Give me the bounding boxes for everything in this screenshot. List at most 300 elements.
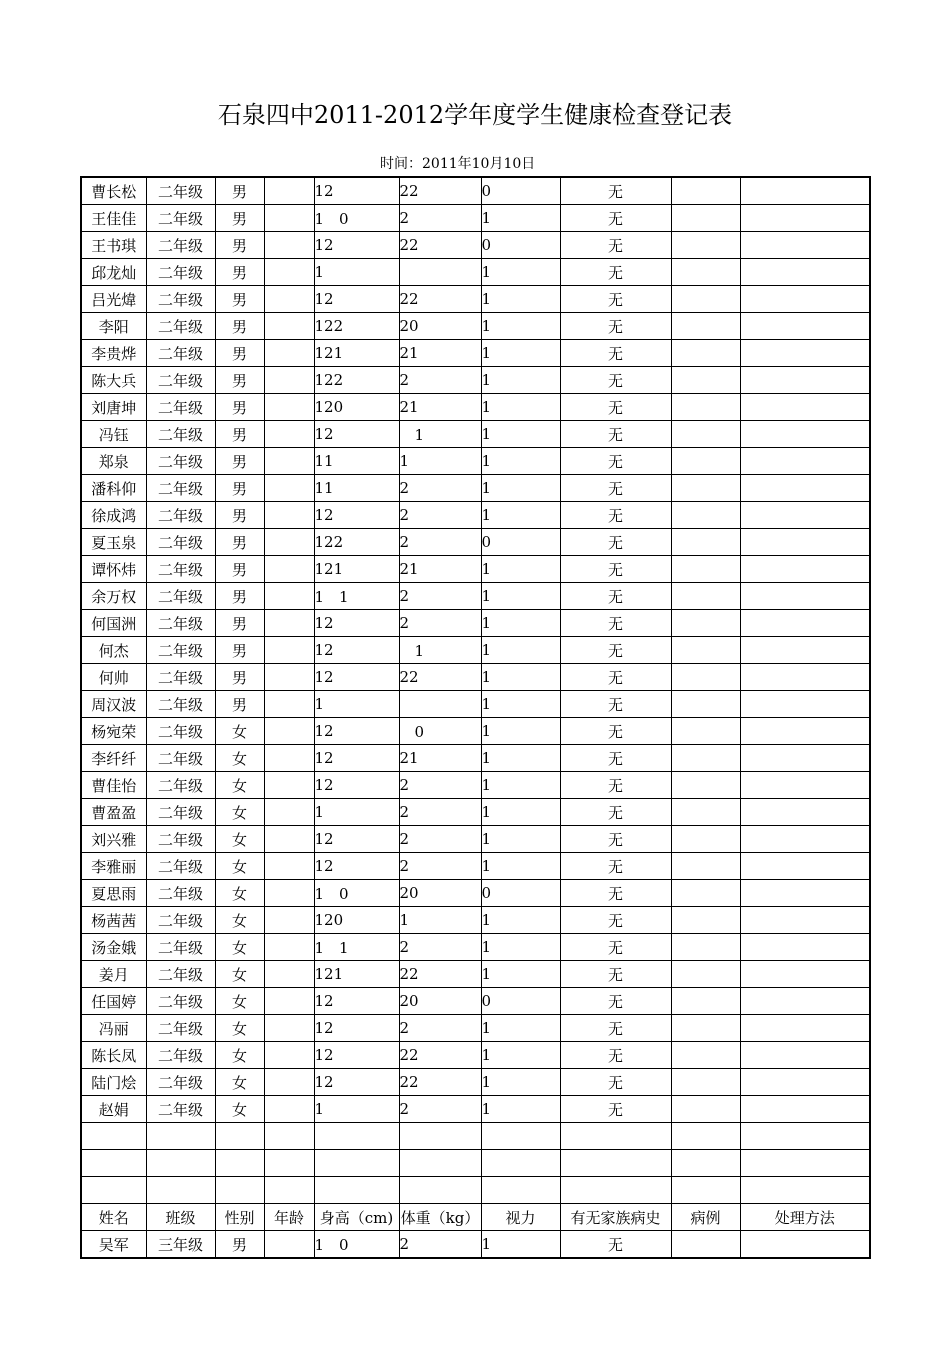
family-history-cell: 无 bbox=[560, 1231, 671, 1259]
sex-cell: 女 bbox=[215, 988, 264, 1015]
age-cell bbox=[264, 1069, 314, 1096]
table-row bbox=[81, 826, 870, 853]
grade-cell: 二年级 bbox=[146, 313, 215, 340]
height-cell: 122 bbox=[314, 529, 399, 556]
weight-cell bbox=[399, 259, 481, 286]
sex-cell bbox=[215, 1123, 264, 1150]
student-name: 徐成鸿 bbox=[81, 502, 146, 529]
grade-cell: 二年级 bbox=[146, 340, 215, 367]
student-name: 刘唐坤 bbox=[81, 394, 146, 421]
table-row bbox=[81, 583, 870, 610]
age-cell bbox=[264, 1231, 314, 1259]
treatment-cell bbox=[740, 718, 870, 745]
height-cell: 121 bbox=[314, 340, 399, 367]
student-name: 郑泉 bbox=[81, 448, 146, 475]
family-history-cell: 无 bbox=[560, 1096, 671, 1123]
grade-cell: 二年级 bbox=[146, 961, 215, 988]
table-row bbox=[81, 529, 870, 556]
family-history-cell: 无 bbox=[560, 448, 671, 475]
sex-cell: 男 bbox=[215, 637, 264, 664]
grade-cell bbox=[146, 1123, 215, 1150]
weight-cell: 22 bbox=[399, 1069, 481, 1096]
height-cell bbox=[314, 1150, 399, 1177]
cases-cell bbox=[671, 718, 740, 745]
header-sex: 性别 bbox=[215, 1204, 264, 1231]
student-name: 李贵烨 bbox=[81, 340, 146, 367]
cases-cell bbox=[671, 637, 740, 664]
grade-cell: 二年级 bbox=[146, 718, 215, 745]
student-name: 曹长松 bbox=[81, 177, 146, 205]
family-history-cell: 无 bbox=[560, 853, 671, 880]
table-row bbox=[81, 421, 870, 448]
sex-cell: 男 bbox=[215, 313, 264, 340]
treatment-cell bbox=[740, 610, 870, 637]
age-cell bbox=[264, 1123, 314, 1150]
table-row bbox=[81, 745, 870, 772]
grade-cell: 二年级 bbox=[146, 502, 215, 529]
age-cell bbox=[264, 1096, 314, 1123]
student-name: 刘兴雅 bbox=[81, 826, 146, 853]
treatment-cell bbox=[740, 907, 870, 934]
vision-cell: 1 bbox=[481, 691, 560, 718]
age-cell bbox=[264, 313, 314, 340]
sex-cell: 男 bbox=[215, 394, 264, 421]
vision-cell: 1 bbox=[481, 583, 560, 610]
family-history-cell: 无 bbox=[560, 745, 671, 772]
height-cell: 1 bbox=[314, 259, 399, 286]
cases-cell bbox=[671, 583, 740, 610]
age-cell bbox=[264, 259, 314, 286]
vision-cell bbox=[481, 1150, 560, 1177]
weight-cell bbox=[399, 1177, 481, 1204]
weight-cell bbox=[399, 1123, 481, 1150]
cases-cell bbox=[671, 1123, 740, 1150]
student-name bbox=[81, 1177, 146, 1204]
age-cell bbox=[264, 529, 314, 556]
cases-cell bbox=[671, 961, 740, 988]
height-cell bbox=[314, 1123, 399, 1150]
treatment-cell bbox=[740, 853, 870, 880]
sex-cell bbox=[215, 1150, 264, 1177]
table-row bbox=[81, 286, 870, 313]
header-grade: 班级 bbox=[146, 1204, 215, 1231]
treatment-cell bbox=[740, 421, 870, 448]
table-row bbox=[81, 1096, 870, 1123]
sex-cell: 女 bbox=[215, 1069, 264, 1096]
register-body bbox=[81, 177, 870, 1258]
height-cell: 122 bbox=[314, 313, 399, 340]
vision-cell bbox=[481, 1123, 560, 1150]
grade-cell: 二年级 bbox=[146, 205, 215, 232]
sex-cell: 女 bbox=[215, 826, 264, 853]
age-cell bbox=[264, 745, 314, 772]
cases-cell bbox=[671, 556, 740, 583]
cases-cell bbox=[671, 1150, 740, 1177]
age-cell bbox=[264, 448, 314, 475]
table-row bbox=[81, 205, 870, 232]
age-cell bbox=[264, 475, 314, 502]
treatment-cell bbox=[740, 880, 870, 907]
family-history-cell: 无 bbox=[560, 1042, 671, 1069]
cases-cell bbox=[671, 1069, 740, 1096]
cases-cell bbox=[671, 313, 740, 340]
student-name: 汤金娥 bbox=[81, 934, 146, 961]
weight-cell bbox=[399, 1150, 481, 1177]
header-height: 身高（cm) bbox=[314, 1204, 399, 1231]
grade-cell: 二年级 bbox=[146, 664, 215, 691]
table-row bbox=[81, 1042, 870, 1069]
vision-cell: 0 bbox=[481, 232, 560, 259]
cases-cell bbox=[671, 475, 740, 502]
family-history-cell: 无 bbox=[560, 772, 671, 799]
treatment-cell bbox=[740, 1015, 870, 1042]
grade-cell: 二年级 bbox=[146, 691, 215, 718]
height-cell: 1 1 bbox=[314, 583, 399, 610]
grade-cell bbox=[146, 1177, 215, 1204]
family-history-cell: 无 bbox=[560, 664, 671, 691]
sex-cell: 女 bbox=[215, 799, 264, 826]
family-history-cell: 无 bbox=[560, 529, 671, 556]
grade-cell: 二年级 bbox=[146, 475, 215, 502]
cases-cell bbox=[671, 907, 740, 934]
treatment-cell bbox=[740, 448, 870, 475]
grade-cell: 二年级 bbox=[146, 745, 215, 772]
weight-cell: 20 bbox=[399, 313, 481, 340]
grade-cell: 二年级 bbox=[146, 259, 215, 286]
vision-cell: 1 bbox=[481, 421, 560, 448]
vision-cell: 1 bbox=[481, 745, 560, 772]
age-cell bbox=[264, 826, 314, 853]
sex-cell: 女 bbox=[215, 961, 264, 988]
sex-cell: 男 bbox=[215, 177, 264, 205]
height-cell: 12 bbox=[314, 718, 399, 745]
student-name: 杨宛荣 bbox=[81, 718, 146, 745]
table-row bbox=[81, 502, 870, 529]
student-name: 余万权 bbox=[81, 583, 146, 610]
student-name: 李雅丽 bbox=[81, 853, 146, 880]
weight-cell: 2 bbox=[399, 583, 481, 610]
vision-cell: 0 bbox=[481, 529, 560, 556]
student-name: 邱龙灿 bbox=[81, 259, 146, 286]
weight-cell: 1 bbox=[399, 421, 481, 448]
weight-cell: 2 bbox=[399, 205, 481, 232]
family-history-cell: 无 bbox=[560, 880, 671, 907]
age-cell bbox=[264, 556, 314, 583]
vision-cell: 1 bbox=[481, 826, 560, 853]
table-row bbox=[81, 988, 870, 1015]
vision-cell: 1 bbox=[481, 1231, 560, 1259]
vision-cell: 1 bbox=[481, 664, 560, 691]
treatment-cell bbox=[740, 1231, 870, 1259]
student-name: 王佳佳 bbox=[81, 205, 146, 232]
family-history-cell: 无 bbox=[560, 177, 671, 205]
age-cell bbox=[264, 340, 314, 367]
cases-cell bbox=[671, 934, 740, 961]
treatment-cell bbox=[740, 1042, 870, 1069]
student-name: 何杰 bbox=[81, 637, 146, 664]
grade-cell: 二年级 bbox=[146, 799, 215, 826]
age-cell bbox=[264, 205, 314, 232]
table-row bbox=[81, 313, 870, 340]
family-history-cell: 无 bbox=[560, 367, 671, 394]
age-cell bbox=[264, 637, 314, 664]
age-cell bbox=[264, 1150, 314, 1177]
student-name: 冯钰 bbox=[81, 421, 146, 448]
weight-cell: 2 bbox=[399, 934, 481, 961]
vision-cell: 1 bbox=[481, 394, 560, 421]
table-row bbox=[81, 664, 870, 691]
cases-cell bbox=[671, 691, 740, 718]
family-history-cell: 无 bbox=[560, 502, 671, 529]
table-row bbox=[81, 1015, 870, 1042]
vision-cell: 1 bbox=[481, 448, 560, 475]
grade-cell: 二年级 bbox=[146, 448, 215, 475]
treatment-cell bbox=[740, 637, 870, 664]
weight-cell: 2 bbox=[399, 826, 481, 853]
document-title: 石泉四中2011-2012学年度学生健康检查登记表 bbox=[217, 101, 733, 129]
grade-cell: 二年级 bbox=[146, 853, 215, 880]
weight-cell: 2 bbox=[399, 475, 481, 502]
sex-cell: 男 bbox=[215, 259, 264, 286]
sex-cell: 女 bbox=[215, 772, 264, 799]
weight-cell: 21 bbox=[399, 340, 481, 367]
family-history-cell: 无 bbox=[560, 907, 671, 934]
weight-cell bbox=[399, 691, 481, 718]
age-cell bbox=[264, 421, 314, 448]
weight-cell: 22 bbox=[399, 286, 481, 313]
weight-cell: 2 bbox=[399, 1231, 481, 1259]
vision-cell: 1 bbox=[481, 502, 560, 529]
sex-cell: 女 bbox=[215, 853, 264, 880]
treatment-cell bbox=[740, 556, 870, 583]
sex-cell: 男 bbox=[215, 583, 264, 610]
grade-cell: 二年级 bbox=[146, 1096, 215, 1123]
vision-cell: 0 bbox=[481, 988, 560, 1015]
table-row bbox=[81, 367, 870, 394]
treatment-cell bbox=[740, 502, 870, 529]
height-cell: 121 bbox=[314, 961, 399, 988]
family-history-cell: 无 bbox=[560, 394, 671, 421]
height-cell: 12 bbox=[314, 286, 399, 313]
weight-cell: 1 bbox=[399, 637, 481, 664]
height-cell: 12 bbox=[314, 853, 399, 880]
age-cell bbox=[264, 286, 314, 313]
cases-cell bbox=[671, 448, 740, 475]
vision-cell: 1 bbox=[481, 340, 560, 367]
health-register-table bbox=[80, 176, 871, 1259]
family-history-cell: 无 bbox=[560, 988, 671, 1015]
header-age: 年龄 bbox=[264, 1204, 314, 1231]
family-history-cell: 无 bbox=[560, 259, 671, 286]
cases-cell bbox=[671, 745, 740, 772]
table-row bbox=[81, 610, 870, 637]
grade-cell: 二年级 bbox=[146, 421, 215, 448]
weight-cell: 0 bbox=[399, 718, 481, 745]
sex-cell: 女 bbox=[215, 1015, 264, 1042]
vision-cell: 1 bbox=[481, 205, 560, 232]
cases-cell bbox=[671, 1042, 740, 1069]
treatment-cell bbox=[740, 1069, 870, 1096]
age-cell bbox=[264, 880, 314, 907]
student-name: 潘科仰 bbox=[81, 475, 146, 502]
cases-cell bbox=[671, 664, 740, 691]
family-history-cell bbox=[560, 1177, 671, 1204]
student-name: 何国洲 bbox=[81, 610, 146, 637]
age-cell bbox=[264, 1177, 314, 1204]
table-row bbox=[81, 880, 870, 907]
weight-cell: 21 bbox=[399, 556, 481, 583]
treatment-cell bbox=[740, 529, 870, 556]
family-history-cell: 无 bbox=[560, 799, 671, 826]
student-name: 冯丽 bbox=[81, 1015, 146, 1042]
treatment-cell bbox=[740, 367, 870, 394]
student-name: 李阳 bbox=[81, 313, 146, 340]
vision-cell: 1 bbox=[481, 853, 560, 880]
height-cell: 12 bbox=[314, 988, 399, 1015]
sex-cell: 女 bbox=[215, 934, 264, 961]
family-history-cell: 无 bbox=[560, 556, 671, 583]
student-name: 曹佳怡 bbox=[81, 772, 146, 799]
empty-row bbox=[81, 1150, 870, 1177]
cases-cell bbox=[671, 1177, 740, 1204]
table-row bbox=[81, 259, 870, 286]
grade-cell: 二年级 bbox=[146, 772, 215, 799]
student-name: 吴军 bbox=[81, 1231, 146, 1259]
student-name: 何帅 bbox=[81, 664, 146, 691]
table-row bbox=[81, 394, 870, 421]
sex-cell: 男 bbox=[215, 529, 264, 556]
table-row bbox=[81, 177, 870, 205]
age-cell bbox=[264, 502, 314, 529]
sex-cell: 男 bbox=[215, 691, 264, 718]
vision-cell: 1 bbox=[481, 1096, 560, 1123]
student-name: 陈长凤 bbox=[81, 1042, 146, 1069]
table-row bbox=[81, 1069, 870, 1096]
height-cell: 120 bbox=[314, 907, 399, 934]
cases-cell bbox=[671, 880, 740, 907]
weight-cell: 22 bbox=[399, 232, 481, 259]
height-cell: 12 bbox=[314, 502, 399, 529]
cases-cell bbox=[671, 853, 740, 880]
family-history-cell: 无 bbox=[560, 961, 671, 988]
treatment-cell bbox=[740, 205, 870, 232]
weight-cell: 2 bbox=[399, 1015, 481, 1042]
weight-cell: 2 bbox=[399, 529, 481, 556]
cases-cell bbox=[671, 259, 740, 286]
vision-cell: 1 bbox=[481, 475, 560, 502]
vision-cell: 0 bbox=[481, 880, 560, 907]
table-row bbox=[81, 475, 870, 502]
treatment-cell bbox=[740, 286, 870, 313]
treatment-cell bbox=[740, 826, 870, 853]
age-cell bbox=[264, 799, 314, 826]
grade-cell: 二年级 bbox=[146, 826, 215, 853]
sex-cell: 男 bbox=[215, 367, 264, 394]
student-name: 夏思雨 bbox=[81, 880, 146, 907]
treatment-cell bbox=[740, 691, 870, 718]
family-history-cell: 无 bbox=[560, 1015, 671, 1042]
student-name: 杨茜茜 bbox=[81, 907, 146, 934]
header-weight: 体重（kg） bbox=[399, 1204, 481, 1231]
weight-cell: 20 bbox=[399, 988, 481, 1015]
vision-cell: 1 bbox=[481, 556, 560, 583]
age-cell bbox=[264, 367, 314, 394]
family-history-cell: 无 bbox=[560, 286, 671, 313]
height-cell bbox=[314, 1177, 399, 1204]
age-cell bbox=[264, 988, 314, 1015]
treatment-cell bbox=[740, 1150, 870, 1177]
age-cell bbox=[264, 610, 314, 637]
vision-cell: 0 bbox=[481, 177, 560, 205]
vision-cell: 1 bbox=[481, 1069, 560, 1096]
height-cell: 11 bbox=[314, 448, 399, 475]
age-cell bbox=[264, 961, 314, 988]
treatment-cell bbox=[740, 1123, 870, 1150]
grade-cell: 二年级 bbox=[146, 907, 215, 934]
table-row bbox=[81, 961, 870, 988]
treatment-cell bbox=[740, 1096, 870, 1123]
height-cell: 1 0 bbox=[314, 880, 399, 907]
table-row bbox=[81, 448, 870, 475]
vision-cell: 1 bbox=[481, 286, 560, 313]
treatment-cell bbox=[740, 177, 870, 205]
vision-cell bbox=[481, 1177, 560, 1204]
age-cell bbox=[264, 394, 314, 421]
sex-cell: 男 bbox=[215, 1231, 264, 1259]
grade-cell: 三年级 bbox=[146, 1231, 215, 1259]
age-cell bbox=[264, 177, 314, 205]
family-history-cell bbox=[560, 1150, 671, 1177]
grade-cell: 二年级 bbox=[146, 880, 215, 907]
table-row bbox=[81, 907, 870, 934]
height-cell: 1 1 bbox=[314, 934, 399, 961]
cases-cell bbox=[671, 340, 740, 367]
treatment-cell bbox=[740, 772, 870, 799]
age-cell bbox=[264, 1015, 314, 1042]
sex-cell: 男 bbox=[215, 664, 264, 691]
family-history-cell: 无 bbox=[560, 421, 671, 448]
table-row bbox=[81, 772, 870, 799]
cases-cell bbox=[671, 421, 740, 448]
cases-cell bbox=[671, 610, 740, 637]
vision-cell: 1 bbox=[481, 961, 560, 988]
cases-cell bbox=[671, 772, 740, 799]
grade-cell: 二年级 bbox=[146, 394, 215, 421]
age-cell bbox=[264, 907, 314, 934]
student-name bbox=[81, 1150, 146, 1177]
empty-row bbox=[81, 1123, 870, 1150]
family-history-cell: 无 bbox=[560, 340, 671, 367]
height-cell: 12 bbox=[314, 1069, 399, 1096]
height-cell: 12 bbox=[314, 1042, 399, 1069]
weight-cell: 2 bbox=[399, 772, 481, 799]
height-cell: 12 bbox=[314, 421, 399, 448]
table-row bbox=[81, 934, 870, 961]
sex-cell: 男 bbox=[215, 232, 264, 259]
student-name: 陆门烩 bbox=[81, 1069, 146, 1096]
weight-cell: 22 bbox=[399, 961, 481, 988]
family-history-cell: 无 bbox=[560, 313, 671, 340]
treatment-cell bbox=[740, 340, 870, 367]
height-cell: 1 bbox=[314, 1096, 399, 1123]
grade-cell: 二年级 bbox=[146, 1015, 215, 1042]
sex-cell: 男 bbox=[215, 475, 264, 502]
sex-cell: 男 bbox=[215, 340, 264, 367]
sex-cell: 女 bbox=[215, 745, 264, 772]
height-cell: 12 bbox=[314, 1015, 399, 1042]
treatment-cell bbox=[740, 934, 870, 961]
sex-cell: 男 bbox=[215, 286, 264, 313]
